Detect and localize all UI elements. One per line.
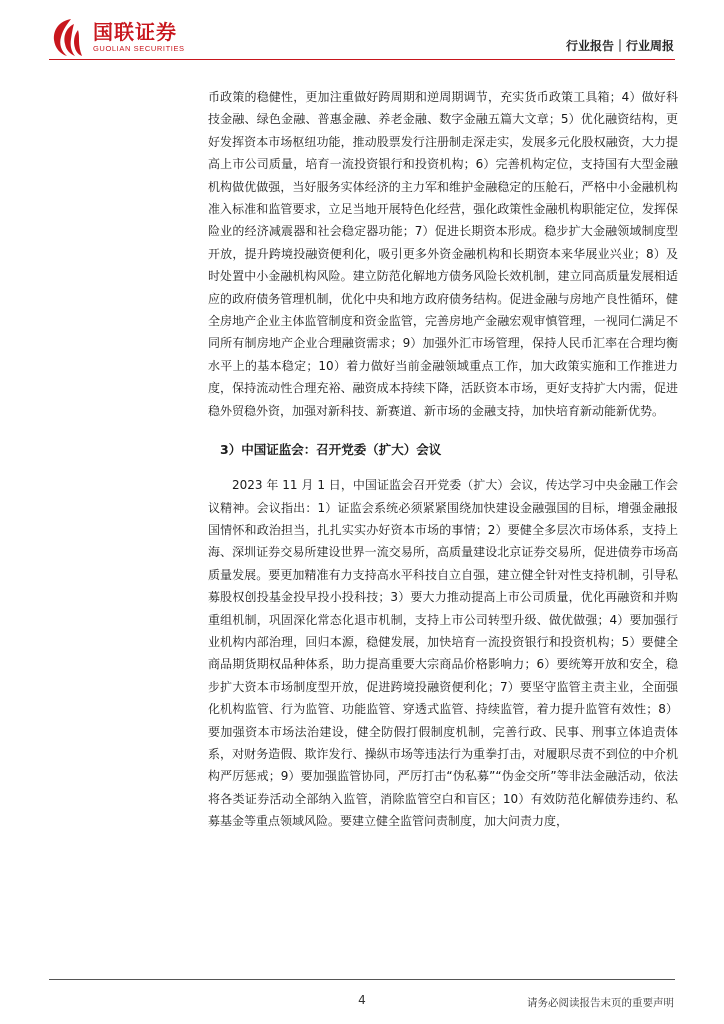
logo-chinese-name: 国联证券 [93,20,177,44]
section-heading: 3）中国证监会：召开党委（扩大）会议 [220,442,442,458]
company-logo [50,17,185,57]
footer-divider [49,979,675,980]
report-type-label: 行业报告｜行业周报 [565,39,674,53]
body-paragraph: 2023 年 11 月 1 日，中国证监会召开党委（扩大）会议，传达学习中央金融工作会议精神。会议指出：1）证监会系统必须紧紧围绕加快建设金融强国的目标，增强金融报国情怀和政治担当，扎扎实实办好资本市场的事情；2）要健全多层次市场体系，支持上海、深圳证券交易所建设世界一流交易所，高质量建设北京证券交易所，促进债券市场高质量发展。要更加精准有力支持高水平科技自立自强，建立健全针对性支持机制，引导私募股权创投基金投早投小投科技；3）要大力推动提高上市公司质量，优化再融资和并购重组机制，巩固深化常态化退市机制，支持上市公司转型升级、做优做强；4）要加强行业机构内部治理，回归本源，稳健发展，加快培育一流投资银行和投资机构；5）要健全商品期货期权品种体系，助力提高重要大宗商品价格影响力；6）要统筹开放和安全，稳步扩大资本市场制度型开放，促进跨境投融资便利化；7）要坚守监管主责主业，全面强化机构监管、行为监管、功能监管、穿透式监管、持续监管，着力提升监管有效性；8）要加强资本市场法治建设，健全防假打假制度机制，完善行政、民事、刑事立体追责体系，对财务造假、欺诈发行、操纵市场等违法行为重拳打击，对履职尽责不到位的中介机构严厉惩戒；9）要加强监管协同，严厉打击“伪私募”“伪金交所”等非法金融活动，依法将各类证券活动全部纳入监管，消除监管空白和盲区；10）有效防范化解债券违约、私募基金等重点领域风险。要建立健全监管问责制度，加大问责力度， [208,478,678,829]
page-number: 4 [358,993,366,1007]
page-header [0,0,724,70]
body-paragraph: 币政策的稳健性，更加注重做好跨周期和逆周期调节，充实货币政策工具箱；4）做好科技金融、绿色金融、普惠金融、养老金融、数字金融五篇大文章；5）优化融资结构，更好发挥资本市场枢纽功能，推动股票发行注册制走深走实，发展多元化股权融资，大力提高上市公司质量，培育一流投资银行和投资机构；6）完善机构定位，支持国有大型金融机构做优做强，当好服务实体经济的主力军和维护金融稳定的压舱石，严格中小金融机构准入标准和监管要求，立足当地开展特色化经营，强化政策性金融机构职能定位，发挥保险业的经济减震器和社会稳定器功能；7）促进长期资本形成。稳步扩大金融领域制度型开放，提升跨境投融资便利化，吸引更多外资金融机构和长期资本来华展业兴业；8）及时处置中小金融机构风险。建立防范化解地方债务风险长效机制，建立同高质量发展相适应的政府债务管理机制，优化中央和地方政府债务结构。促进金融与房地产良性循环，健全房地产企业主体监管制度和资金监管，完善房地产金融宏观审慎管理，一视同仁满足不同所有制房地产企业合理融资需求；9）加强外汇市场管理，保持人民币汇率在合理均衡水平上的基本稳定；10）着力做好当前金融领域重点工作，加大政策实施和工作推进力度，保持流动性合理充裕、融资成本持续下降，活跃资本市场，更好支持扩大内需，促进稳外贸稳外资，加强对新科技、新赛道、新市场的金融支持，加快培育新动能新优势。 [208,90,678,418]
footer-disclaimer: 请务必阅读报告末页的重要声明 [527,997,674,1009]
main-content [208,86,678,833]
logo-english-name: GUOLIAN SECURITIES [93,44,185,53]
header-divider [49,59,675,60]
guolian-logo-icon [50,17,88,57]
